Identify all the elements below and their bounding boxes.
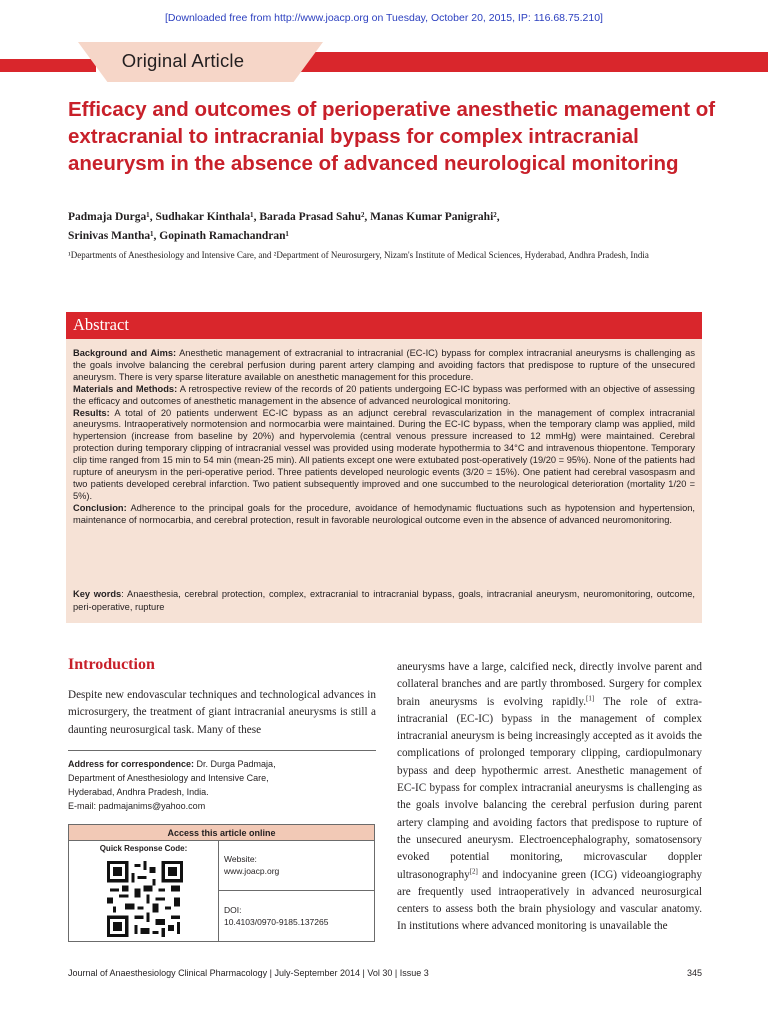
article-type-label: Original Article	[121, 50, 245, 71]
correspondence-block	[68, 757, 376, 813]
introduction-left-column: Despite new endovascular techniques and technological advances in microsurgery, the treatment of giant intracranial aneurysms is still a daunting neurosurgical task. Many of these	[68, 689, 376, 736]
results-text: A total of 20 patients underwent EC-IC bypass as an adjunct cerebral revascularization in the management of complex intracranial aneurysms. Intraoperatively normotension and normocarbia were maintained. During the EC-IC bypass, when the temporary clamp was applied, mild hypertension (increase from baseline by 20%) and hypervolemia (central venous pressure increased to 12 mmHg) were maintained. Cerebral protection during temporary clipping of intracranial vessel was provided using moderate hypothermia to 34°C and intravenous thiopentone. Temporary clip time ranged from 15 min to 54 min (mean-25 min). All patients except one were extubated post-operatively (19/20 = 95%). None of the patients had rupture of aneurysm in the peri-operative period. Three patients developed neurologic events (3/20 = 15%). One patient had cerebral vasospasm and two patients developed cerebral infarction. Two patient subsequently improved and one succumbed to the neurological deterioration (mortality 1/20 = 5%).	[73, 407, 695, 501]
conclusion-text: Adherence to the principal goals for the procedure, avoidance of hemodynamic fluctuations such as hypotension and hypertension, maintenance of normocarbia, and cerebral protection, result in favorable neurological outcome even in the absence of advanced neuromonitoring.	[73, 502, 695, 525]
keywords-label: Key words	[73, 589, 122, 599]
qr-cell	[69, 841, 219, 941]
author-list	[68, 208, 688, 246]
citation-2[interactable]: [2]	[469, 866, 478, 875]
conclusion-label: Conclusion:	[73, 502, 127, 513]
introduction-heading: Introduction	[68, 656, 155, 673]
citation-1[interactable]: [1]	[586, 693, 595, 702]
keywords-text: : Anaesthesia, cerebral protection, complex, extracranial to intracranial bypass, goals, intracranial aneurysm, neuromonitoring, outcome, peri-operative, rupture	[73, 589, 695, 612]
background-text: Anesthetic management of extracranial to intracranial (EC-IC) bypass for complex intracranial aneurysms is challenging as the goals involve balancing the cerebral perfusion during parent artery clamping and avoiding factors that predispose to rupture of the unsecured aneurysm. There is very sparse literature available on anesthetic management for this procedure.	[73, 348, 695, 382]
affiliations: ¹Departments of Anesthesiology and Intensive Care, and ²Department of Neurosurgery, Nizam's Institute of Medical Sciences, Hyderabad, Andhra Pradesh, India	[68, 250, 649, 260]
authors-line-2: Srinivas Mantha¹, Gopinath Ramachandran¹	[68, 230, 289, 242]
methods-label: Materials and Methods:	[73, 383, 178, 394]
article-title: Efficacy and outcomes of perioperative anesthetic management of extracranial to intracranial bypass for complex intracranial aneurysm in the absence of advanced neurological monitoring	[68, 98, 716, 175]
doi-value[interactable]: 10.4103/0970-9185.137265	[224, 917, 329, 927]
journal-citation: Journal of Anaesthesiology Clinical Pharmacology | July-September 2014 | Vol 30 | Issue 3	[68, 968, 429, 978]
access-heading: Access this article online	[69, 825, 374, 841]
abstract-body	[73, 348, 695, 527]
page-number: 345	[686, 968, 702, 978]
correspondence-city: Hyderabad, Andhra Pradesh, India.	[68, 787, 209, 797]
methods-text: A retrospective review of the records of 20 patients undergoing EC-IC bypass was performed with an objective of assessing the efficacy and outcomes of anesthetic management in the absence of advanced neurological monitoring.	[73, 383, 695, 406]
website-cell	[219, 841, 375, 891]
correspondence-dept: Department of Anesthesiology and Intensive Care,	[68, 773, 269, 783]
website-link[interactable]: www.joacp.org	[224, 866, 280, 876]
background-label: Background and Aims:	[73, 348, 177, 358]
intro-right-part-2: The role of extra- intracranial (EC-IC) bypass in the management of complex intracranial aneurysm is being increasingly accepted as it avoids the complications of prolonged temporary clipping, cardiopulmonary bypass and deep hypothermic arrest. Anesthetic management of EC-IC bypass for complex intracranial aneurysms is challenging as the goals involve balancing the cerebral perfusion during parent artery clamping and avoiding factors that predispose to rupture of the unsecured aneurysm. Electroencephalography, somatosensory evoked potential monitoring, microvascular doppler ultrasonography	[397, 695, 702, 881]
qr-code-icon[interactable]	[107, 861, 183, 937]
correspondence-divider	[68, 750, 376, 751]
doi-label: DOI:	[224, 905, 242, 915]
results-label: Results:	[73, 407, 110, 418]
intro-right-part-1: aneurysms have a large, calcified neck, directly involve parent and collateral branches and are partly thrombosed. Surgery for complex brain aneurysms is evolving rapidly.	[397, 661, 702, 708]
access-article-box	[68, 824, 375, 942]
doi-cell	[219, 891, 375, 941]
keywords	[73, 588, 695, 614]
page-footer	[68, 968, 702, 978]
qr-label: Quick Response Code:	[99, 844, 188, 853]
download-notice: [Downloaded free from http://www.joacp.org on Tuesday, October 20, 2015, IP: 116.68.75.210]	[165, 12, 603, 24]
authors-line-1: Padmaja Durga¹, Sudhakar Kinthala¹, Barada Prasad Sahu², Manas Kumar Panigrahi²,	[68, 211, 500, 223]
abstract-section	[66, 312, 702, 623]
introduction-right-column	[397, 659, 702, 936]
correspondence-label: Address for correspondence:	[68, 759, 195, 769]
abstract-heading: Abstract	[66, 312, 702, 339]
intro-right-part-3: and indocyanine green (ICG) videoangiography are frequently used intraoperatively in advanced neurosurgical centers to assess both the brain physiology and vascular anatomy. In institutions where advanced monitoring is unavailable the	[397, 868, 702, 933]
correspondence-name: Dr. Durga Padmaja,	[194, 759, 276, 769]
banner-stripe-right	[296, 52, 768, 72]
correspondence-email: E-mail: padmajanims@yahoo.com	[68, 801, 206, 811]
website-label: Website:	[224, 854, 257, 864]
